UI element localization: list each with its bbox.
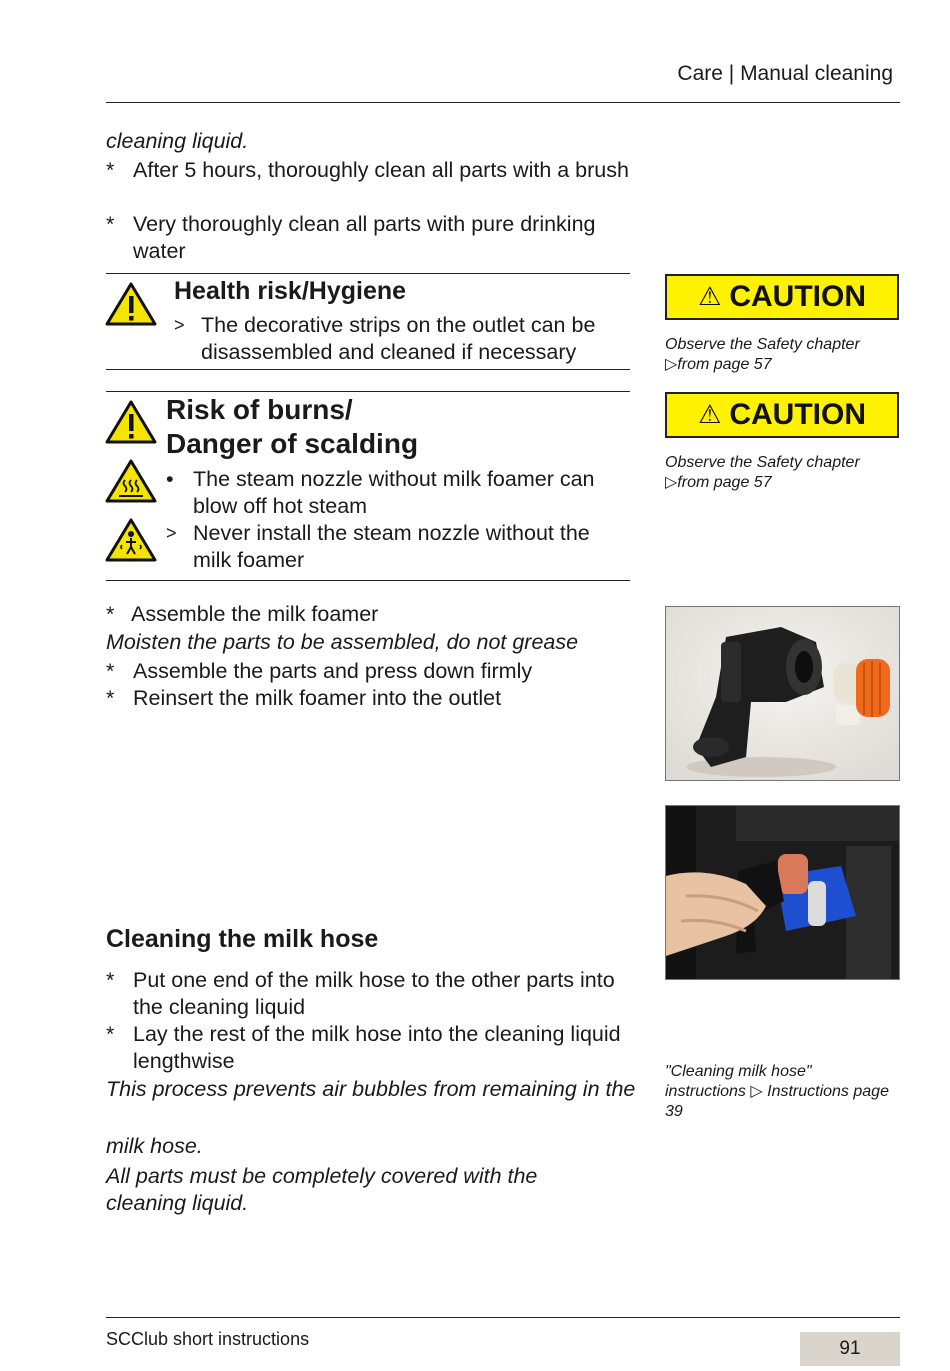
burns-rule-bottom [106, 580, 630, 581]
hot-steam-icon [105, 517, 157, 563]
assemble-step-3 [106, 685, 630, 712]
footer-rule [106, 1317, 900, 1318]
step-marker: * [106, 659, 115, 683]
hygiene-rule-top [106, 273, 630, 274]
caution-label-1 [665, 274, 899, 320]
hygiene-rule-bottom [106, 369, 630, 370]
hygiene-title: Health risk/Hygiene [174, 277, 407, 305]
burns-title-line2: Danger of scalding [166, 428, 419, 459]
page-header-title: Care | Manual cleaning [677, 62, 893, 85]
step-marker: * [106, 968, 115, 992]
intro-step-1 [106, 157, 630, 184]
assemble-step-1 [106, 601, 630, 628]
burns-action [166, 520, 626, 574]
step-marker: * [106, 602, 115, 626]
bullet-marker: • [166, 467, 174, 491]
milk-hose-note-2: All parts must be completely covered with the cleaning liquid. [106, 1164, 538, 1215]
side-note-safety-2: Observe the Safety chapter ▷from page 57 [665, 454, 860, 491]
step-text: Put one end of the milk hose to the other parts into the cleaning liquid [133, 968, 615, 1019]
hot-surface-icon [105, 458, 157, 504]
section-heading-milk-hose: Cleaning the milk hose [106, 925, 379, 953]
milk-hose-note-1b: milk hose. [106, 1134, 203, 1158]
step-marker: * [106, 1022, 115, 1046]
milk-foamer-parts-image [666, 607, 900, 781]
hygiene-text: The decorative strips on the outlet can be disassembled and cleaned if necessary [201, 313, 596, 364]
intro-step-2 [106, 211, 630, 265]
step-text: Assemble the parts and press down firmly [133, 659, 533, 683]
intro-italic-line: cleaning liquid. [106, 129, 249, 153]
header-rule [106, 102, 900, 103]
assemble-step-2 [106, 658, 630, 685]
step-text: Very thoroughly clean all parts with pure drinking water [133, 212, 596, 263]
assemble-italic-note: Moisten the parts to be assembled, do not grease [106, 630, 579, 654]
step-text: Lay the rest of the milk hose into the cleaning liquid lengthwise [133, 1022, 621, 1073]
burns-bullet-text: The steam nozzle without milk foamer can blow off hot steam [193, 467, 595, 518]
caution-icon: ⚠ [698, 280, 722, 311]
step-marker: * [106, 212, 115, 236]
page-number: 91 [800, 1332, 900, 1366]
warning-general-icon [105, 281, 157, 327]
caution-label-2 [665, 392, 899, 438]
action-marker: > [166, 523, 177, 543]
milk-hose-step-2 [106, 1021, 630, 1075]
insert-milk-foamer-image [666, 806, 900, 980]
burns-title-line1: Risk of burns/ [166, 394, 353, 425]
step-text: Reinsert the milk foamer into the outlet [133, 686, 502, 710]
insert-milk-foamer-photo [665, 805, 900, 980]
burns-bullet [166, 466, 626, 520]
side-note-milk-hose-ref: "Cleaning milk hose" instructions ▷ Instructions page 39 [665, 1063, 889, 1120]
caution-text: CAUTION [729, 280, 866, 313]
side-note-safety-1: Observe the Safety chapter ▷from page 57 [665, 336, 860, 373]
step-text: Assemble the milk foamer [131, 602, 379, 626]
caution-icon: ⚠ [698, 398, 722, 429]
footer-doc-title: SCClub short instructions [106, 1329, 310, 1349]
action-marker: > [174, 315, 185, 335]
warning-general-icon [105, 399, 157, 445]
milk-hose-note-1a: This process prevents air bubbles from remaining in the [106, 1077, 636, 1101]
milk-foamer-parts-photo [665, 606, 900, 781]
step-text: After 5 hours, thoroughly clean all parts with a brush [133, 158, 629, 182]
caution-text: CAUTION [729, 398, 866, 431]
hygiene-item [174, 312, 624, 366]
milk-hose-step-1 [106, 967, 630, 1021]
burns-action-text: Never install the steam nozzle without the milk foamer [193, 521, 590, 572]
step-marker: * [106, 686, 115, 710]
step-marker: * [106, 158, 115, 182]
burns-rule-top [106, 391, 630, 392]
